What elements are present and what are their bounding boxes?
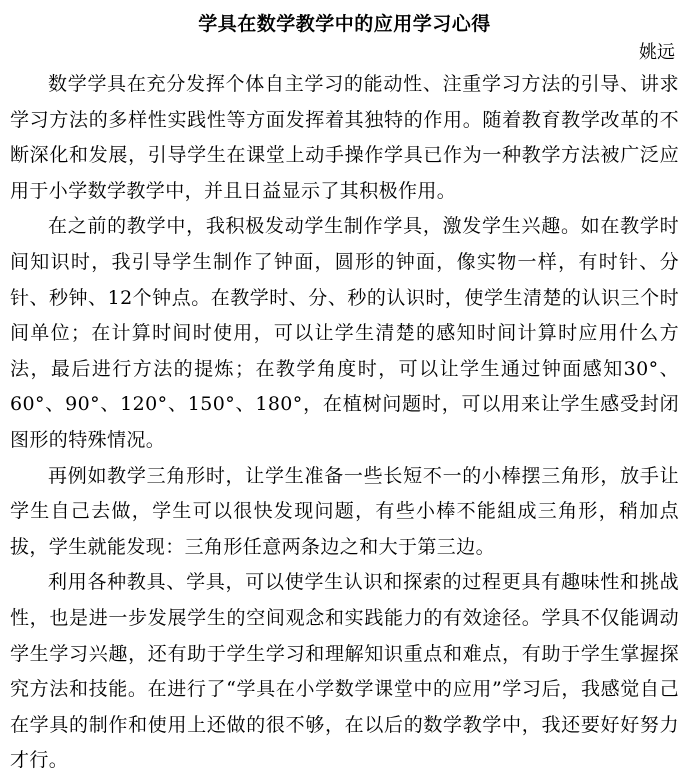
paragraph-2: 在之前的教学中，我积极发动学生制作学具，激发学生兴趣。如在教学时间知识时，我引导学生制作了钟面，圆形的钟面，像实物一样，有时针、分针、秒钟、12个钟点。在教学时、分、秒的认识时，使学生清楚的认识三个时间单位；在计算时间时使用，可以让学生清楚的感知时间计算时应用什么方法，最后进行方法的提炼；在教学角度时，可以让学生通过钟面感知30°、60°、90°、120°、150°、180°，在植树问题时，可以用来让学生感受封闭图形的特殊情况。	[10, 215, 679, 451]
paragraph-3: 再例如教学三角形时，让学生准备一些长短不一的小棒摆三角形，放手让学生自己去做，学生可以很快发现问题，有些小棒不能組成三角形，稍加点拔，学生就能发现：三角形任意两条边之和大于第三边。	[10, 464, 679, 558]
document-author: 姚远	[639, 42, 675, 63]
paragraph-4: 利用各种教具、学具，可以使学生认识和探索的过程更具有趣味性和挑战性，也是进一步发展学生的空间观念和实践能力的有效途径。学具不仅能调动学生学习兴趣，还有助于学生学习和理解知识重点和难点，有助于学生掌握探究方法和技能。在进行了“学具在小学数学课堂中的应用”学习后，我感觉自己在学具的制作和使用上还做的很不够，在以后的数学教学中，我还要好好努力才行。	[10, 571, 679, 772]
paragraph-1: 数学学具在充分发挥个体自主学习的能动性、注重学习方法的引导、讲求学习方法的多样性实践性等方面发挥着其独特的作用。随着教育教学改革的不断深化和发展，引导学生在课堂上动手操作学具已作为一种教学方法被广泛应用于小学数学教学中，并且日益显示了其积极作用。	[10, 73, 679, 202]
document-title: 学具在数学教学中的应用学习心得	[198, 13, 491, 35]
